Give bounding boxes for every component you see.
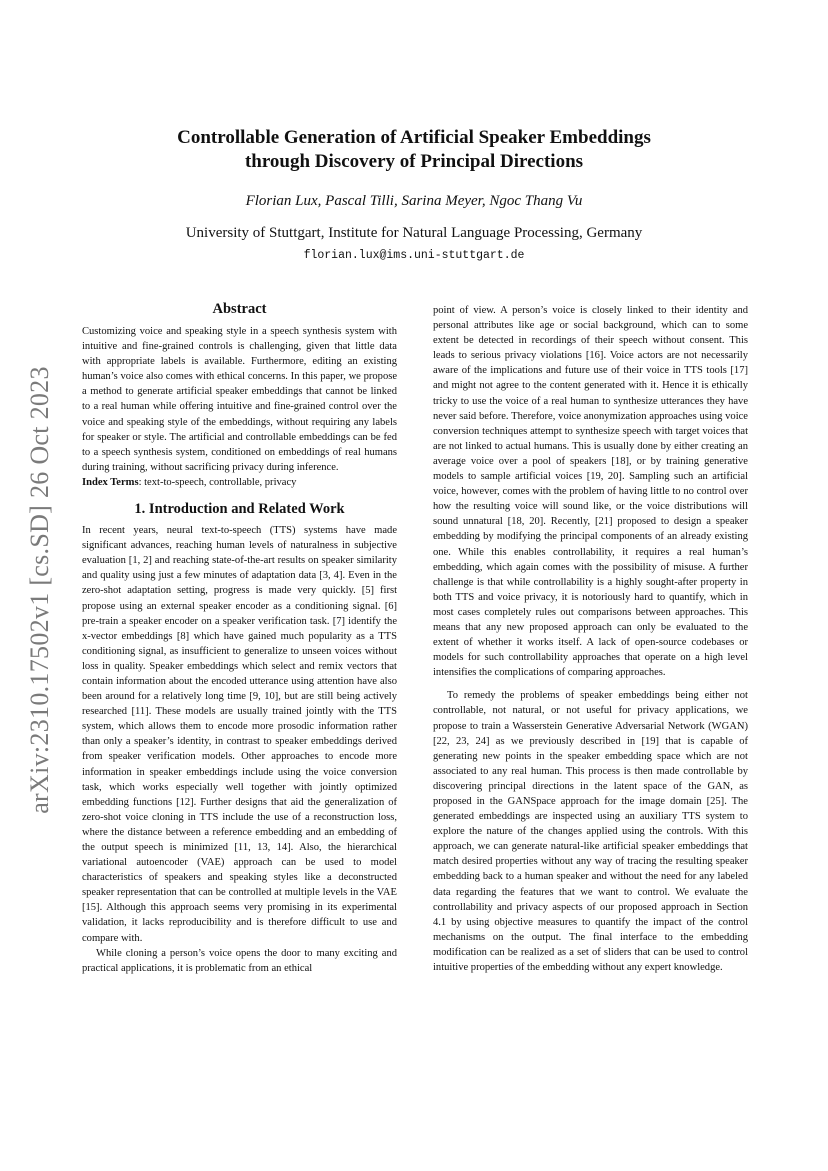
- intro-paragraph-2-start: While cloning a person’s voice opens the door to many exciting and practical applications, it is problematic from an ethical: [82, 947, 397, 974]
- author-list: Florian Lux, Pascal Tilli, Sarina Meyer, Ngoc Thang Vu: [245, 193, 583, 209]
- affiliation: University of Stuttgart, Institute for Natural Language Processing, Germany: [185, 225, 643, 241]
- left-column: [82, 300, 397, 976]
- intro-paragraph-3: To remedy the problems of speaker embeddings being either not controllable, not natural, or not useful for privacy applications, we propose to train a Wasserstein Generative Adversarial Network (WGAN) [22, 23, 24] as we previously described in [19] that is capable of generating new points in the speaker embedding space which are not associated to any real human. This process is then made controllable by discovering principal directions in the latent space of the GAN, as proposed in the GANSpace approach for the image domain [25]. The generated embeddings are inspected using an auxiliary TTS system to explore the nature of the changes applied using the controls. With this approach, we can generate natural-like artificial speaker embeddings that match desired properties without any way of tracing the resulting speaker embedding back to a human speaker and without the need for any labeled data regarding the features that we want to control. We evaluate the controllability and privacy aspects of our proposed approach in Section 4.1 by using objective measures to quantify the impact of the control mechanisms on the output. The final interface to the embedding modification can be realized as a set of sliders that can be used to control intuitive properties of the embedding without any expert knowledge.: [433, 690, 748, 974]
- abstract-heading: Abstract: [212, 301, 267, 317]
- abstract-text: Customizing voice and speaking style in a speech synthesis system with intuitive and fine-grained controls is challenging, given that little data with appropriate labels is available. Furthermore, editing an existing human’s voice also comes with ethical concerns. In this paper, we propose a method to generate artificial speaker embeddings that cannot be linked to a real human while offering intuitive and fine-grained control over the voice and speaking style of the embeddings, without requiring any labels for speaker or style. The artificial and controllable embeddings can be fed to a speech synthesis system, conditioned on embeddings of real humans during training, without sacrificing privacy during inference.: [82, 326, 397, 473]
- right-column: [433, 303, 748, 975]
- contact-email[interactable]: florian.lux@ims.uni-stuttgart.de: [303, 249, 525, 262]
- paper-title: [90, 126, 738, 174]
- index-terms-list: : text-to-speech, controllable, privacy: [138, 476, 297, 488]
- index-terms: [82, 475, 397, 490]
- arxiv-sidebar-stamp: [20, 330, 60, 850]
- intro-paragraph-1: In recent years, neural text-to-speech (TTS) systems have made significant advances, reaching human levels of naturalness in subjective evaluation [1, 2] and reaching state-of-the-art results on speaker similarity and quality using just a few minutes of adaptation data [3, 4]. Even in the zero-shot adaptation setting, progress is made very quickly. [5] first propose using an external speaker encoder as a conditioning signal. [6] pre-train a speaker encoder on a speaker verification task. [7] identify the x-vector embeddings [8] which have gained much popularity as a TTS conditioning signal, as insufficient to generalize to unseen voices without loss in quality. Speaker embeddings which select and remix vectors that contain information about the encoded utterance using attention have also been around for a relatively long time [9, 10], but are still being actively researched [11]. These models are usually trained jointly with the TTS system, which allows them to encode more prosodic information rather than only a speaker’s identity, in contrast to speaker embeddings derived from speaker verification models. Other approaches to encode more information in speaker embeddings include using the voice conversion task, which works especially well together with jointly optimized embedding functions [12]. Further designs that aid the generalization of zero-shot voice cloning in TTS include the use of a reconstruction loss, where the distance between a reference embedding and an embedding of the output speech is minimized [11, 13, 14]. Also, the hierarchical variational autoencoder (VAE) approach can be used to model characteristics of speakers and speaking styles like a deconstructed speaker representation that can be controlled at multiple levels in the VAE [15]. Although this approach seems very promising in its experimental validation, it lacks reproducibility and is therefore difficult to use and compare with.: [82, 525, 397, 944]
- intro-paragraph-2-continued: point of view. A person’s voice is closely linked to their identity and personal attributes like age or social background, which can to some extent be detected in recordings of their speech without consent. This leads to serious privacy violations [16]. Voice actors are not necessarily aware of the implications and future use of their voice in TTS tools [17] and might not agree to the content generated with it. Hence it is ethically tricky to use the voice of a real human to synthesize utterances they have never said before. Therefore, voice anonymization approaches using voice conversion techniques attempt to synthesize speech with target voices that are not linked to actual humans. This is usually done by either creating an average voice over a pool of speakers [18], or by training generative models to sample artificial voices [19, 20]. Sampling such an artificial voice, however, comes with the problem of having little to no control over how the resulting voice will sound like, or the voice distributions will sound unnatural [18, 20]. Recently, [21] proposed to design a speaker embedding by modifying the principal components of an already existing one. While this enables controllability, it requires a real human’s embedding, which again comes with the possibility of misuse. A further challenge is that while controllability is a highly sought-after property in both TTS and voice privacy, it is notoriously hard to quantify, which in most cases completely rules out comparisons between approaches. This means that any new proposed approach can only be evaluated to the extent of whether it works itself. A lack of open-source codebases or models for such controllability approaches that operate on a high level intensifies the complications of comparing approaches.: [433, 305, 748, 679]
- introduction-heading: 1. Introduction and Related Work: [134, 501, 345, 518]
- title-line-1: Controllable Generation of Artificial Speaker Embeddings: [177, 127, 651, 148]
- index-terms-label: Index Terms: [82, 476, 139, 488]
- arxiv-identifier: arXiv:2310.17502v1 [cs.SD] 26 Oct 2023: [25, 366, 54, 814]
- title-line-2: through Discovery of Principal Directions: [244, 151, 584, 172]
